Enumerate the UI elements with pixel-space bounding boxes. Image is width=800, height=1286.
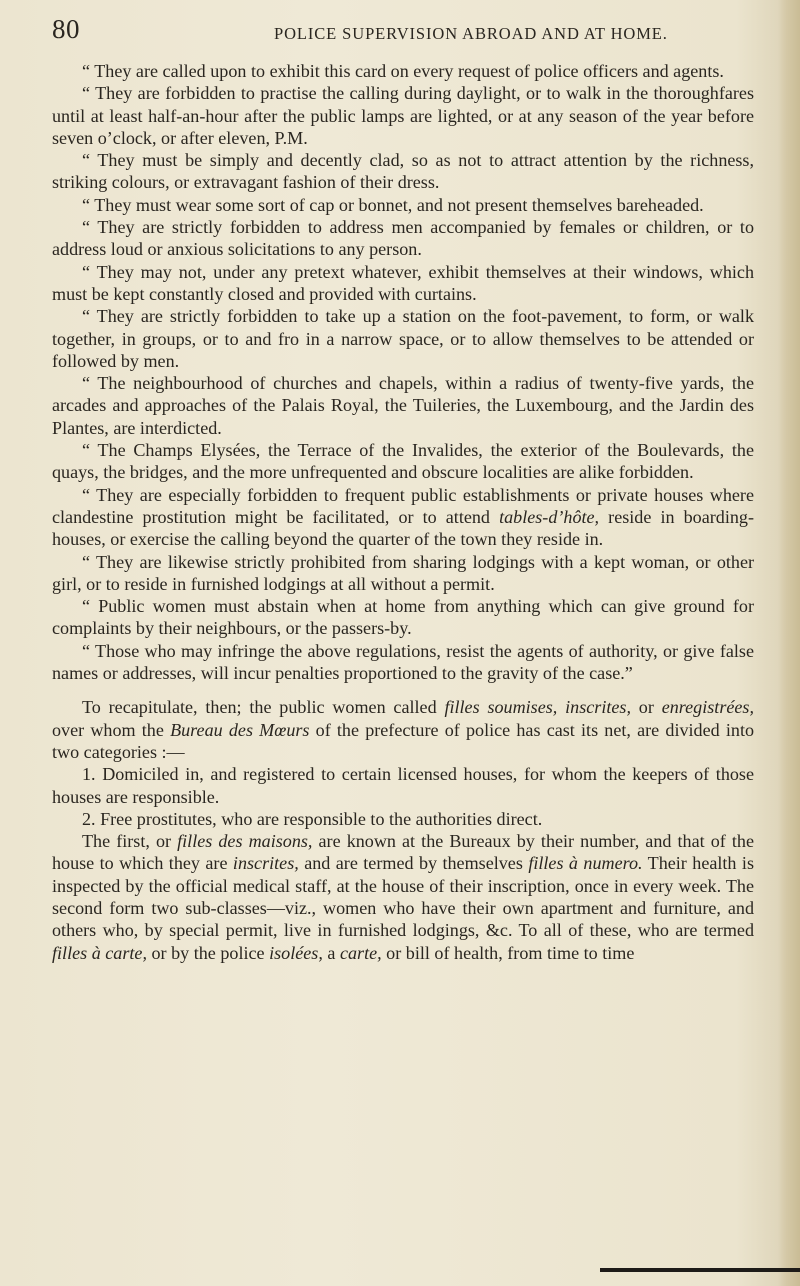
italic-phrase: filles à carte,: [52, 942, 147, 963]
italic-phrase: isolées,: [269, 942, 323, 963]
text-run: To recapitulate, then; the public women called: [82, 697, 445, 718]
paragraph: “ They are likewise strictly prohibited from sharing lodgings with a kept woman, or other girl, or to reside in furnished lodgings at all without a permit.: [52, 551, 754, 594]
paragraph-text: reside in boarding-houses, or exercise the calling beyond the quarter of the town they reside in.: [52, 506, 754, 550]
text-run: are known at the Bureaux by their number, and that of the house to which they are: [52, 831, 754, 874]
list-item: 2. Free prostitutes, who are responsible to the authorities direct.: [82, 808, 543, 829]
text-run: and are termed by themselves: [298, 853, 529, 874]
paragraph-text: “ They are especially forbidden to frequent public establishments or private houses where clandestine prostitution might be facilitated, or to attend: [52, 484, 754, 527]
italic-phrase: enregistrées,: [661, 697, 754, 718]
text-run: or: [630, 697, 662, 718]
page-header: [52, 12, 752, 46]
body-text: [52, 60, 754, 964]
text-run: a: [322, 942, 340, 963]
italic-phrase: inscrites,: [232, 853, 299, 874]
paragraph: “ The neighbourhood of churches and chapels, within a radius of twenty-five yards, the arcades and approaches of the Palais Royal, the Tuileries, the Luxembourg, and the Jardin des Plantes, are interdicted.: [52, 373, 754, 438]
text-run: of the prefecture of police has cast its net, are divided into two categories :—: [52, 719, 755, 762]
list-item: 1. Domiciled in, and registered to certain licensed houses, for whom the keepers of those houses are responsible.: [52, 764, 754, 807]
text-run: or bill of health, from time to time: [381, 942, 635, 963]
text-run: or by the police: [146, 942, 270, 963]
page-number: 80: [52, 14, 80, 44]
paragraph: “ Public women must abstain when at home from anything which can give ground for complaints by their neighbours, or the passers-by.: [52, 596, 754, 639]
italic-phrase: filles à numero.: [528, 853, 643, 874]
italic-phrase: Bureau des Mœurs: [170, 719, 310, 740]
italic-phrase: filles des maisons,: [177, 831, 313, 852]
paragraph: “ Those who may infringe the above regulations, resist the agents of authority, or give false names or addresses, will incur penalties proportioned to the gravity of the case.”: [52, 640, 754, 684]
text-run: Their health is inspected by the official medical staff, at the house of their inscription, once in every week. The second form two sub-classes—viz., women who have their own apartment and furniture, and others who, by special permit, live in furnished lodgings, &c. To all of these, who are termed: [52, 853, 754, 941]
running-head: POLICE SUPERVISION ABROAD AND AT HOME.: [274, 24, 668, 43]
bottom-rule: [600, 1268, 800, 1272]
paragraph: “ They are called upon to exhibit this card on every request of police officers and agents.: [82, 61, 724, 81]
paragraph: “ They may not, under any pretext whatever, exhibit themselves at their windows, which must be kept constantly closed and provided with curtains.: [52, 261, 754, 304]
paragraph: “ They must wear some sort of cap or bonnet, and not present themselves bareheaded.: [82, 194, 704, 215]
paragraph: “ They are forbidden to practise the calling during daylight, or to walk in the thoroughfares until at least half-an-hour after the public lamps are lighted, or at any season of the year before seven o’clock, or after eleven, P.M.: [52, 83, 754, 148]
text-run: over whom the: [52, 719, 171, 740]
italic-phrase: filles soumises, inscrites,: [444, 697, 631, 718]
paragraph: “ They must be simply and decently clad, so as not to attract attention by the richness, striking colours, or extravagant fashion of their dress.: [52, 150, 754, 193]
paragraph: [52, 484, 754, 551]
paragraph: “ They are strictly forbidden to address men accompanied by females or children, or to address loud or anxious solicitations to any person.: [52, 217, 754, 260]
paragraph: “ The Champs Elysées, the Terrace of the Invalides, the exterior of the Boulevards, the quays, the bridges, and the more unfrequented and obscure localities are alike forbidden.: [52, 440, 754, 483]
final-paragraph: [52, 830, 754, 964]
recap-paragraph: [52, 696, 754, 763]
paragraph: “ They are strictly forbidden to take up a station on the foot-pavement, to form, or walk together, in groups, or to and fro in a narrow space, or to allow themselves to be attended or followed by men.: [52, 306, 754, 371]
italic-phrase: tables-d’hôte,: [499, 506, 600, 527]
page-edge-shadow: [778, 0, 800, 1286]
text-run: The first, or: [82, 831, 178, 852]
italic-phrase: carte,: [339, 942, 382, 963]
